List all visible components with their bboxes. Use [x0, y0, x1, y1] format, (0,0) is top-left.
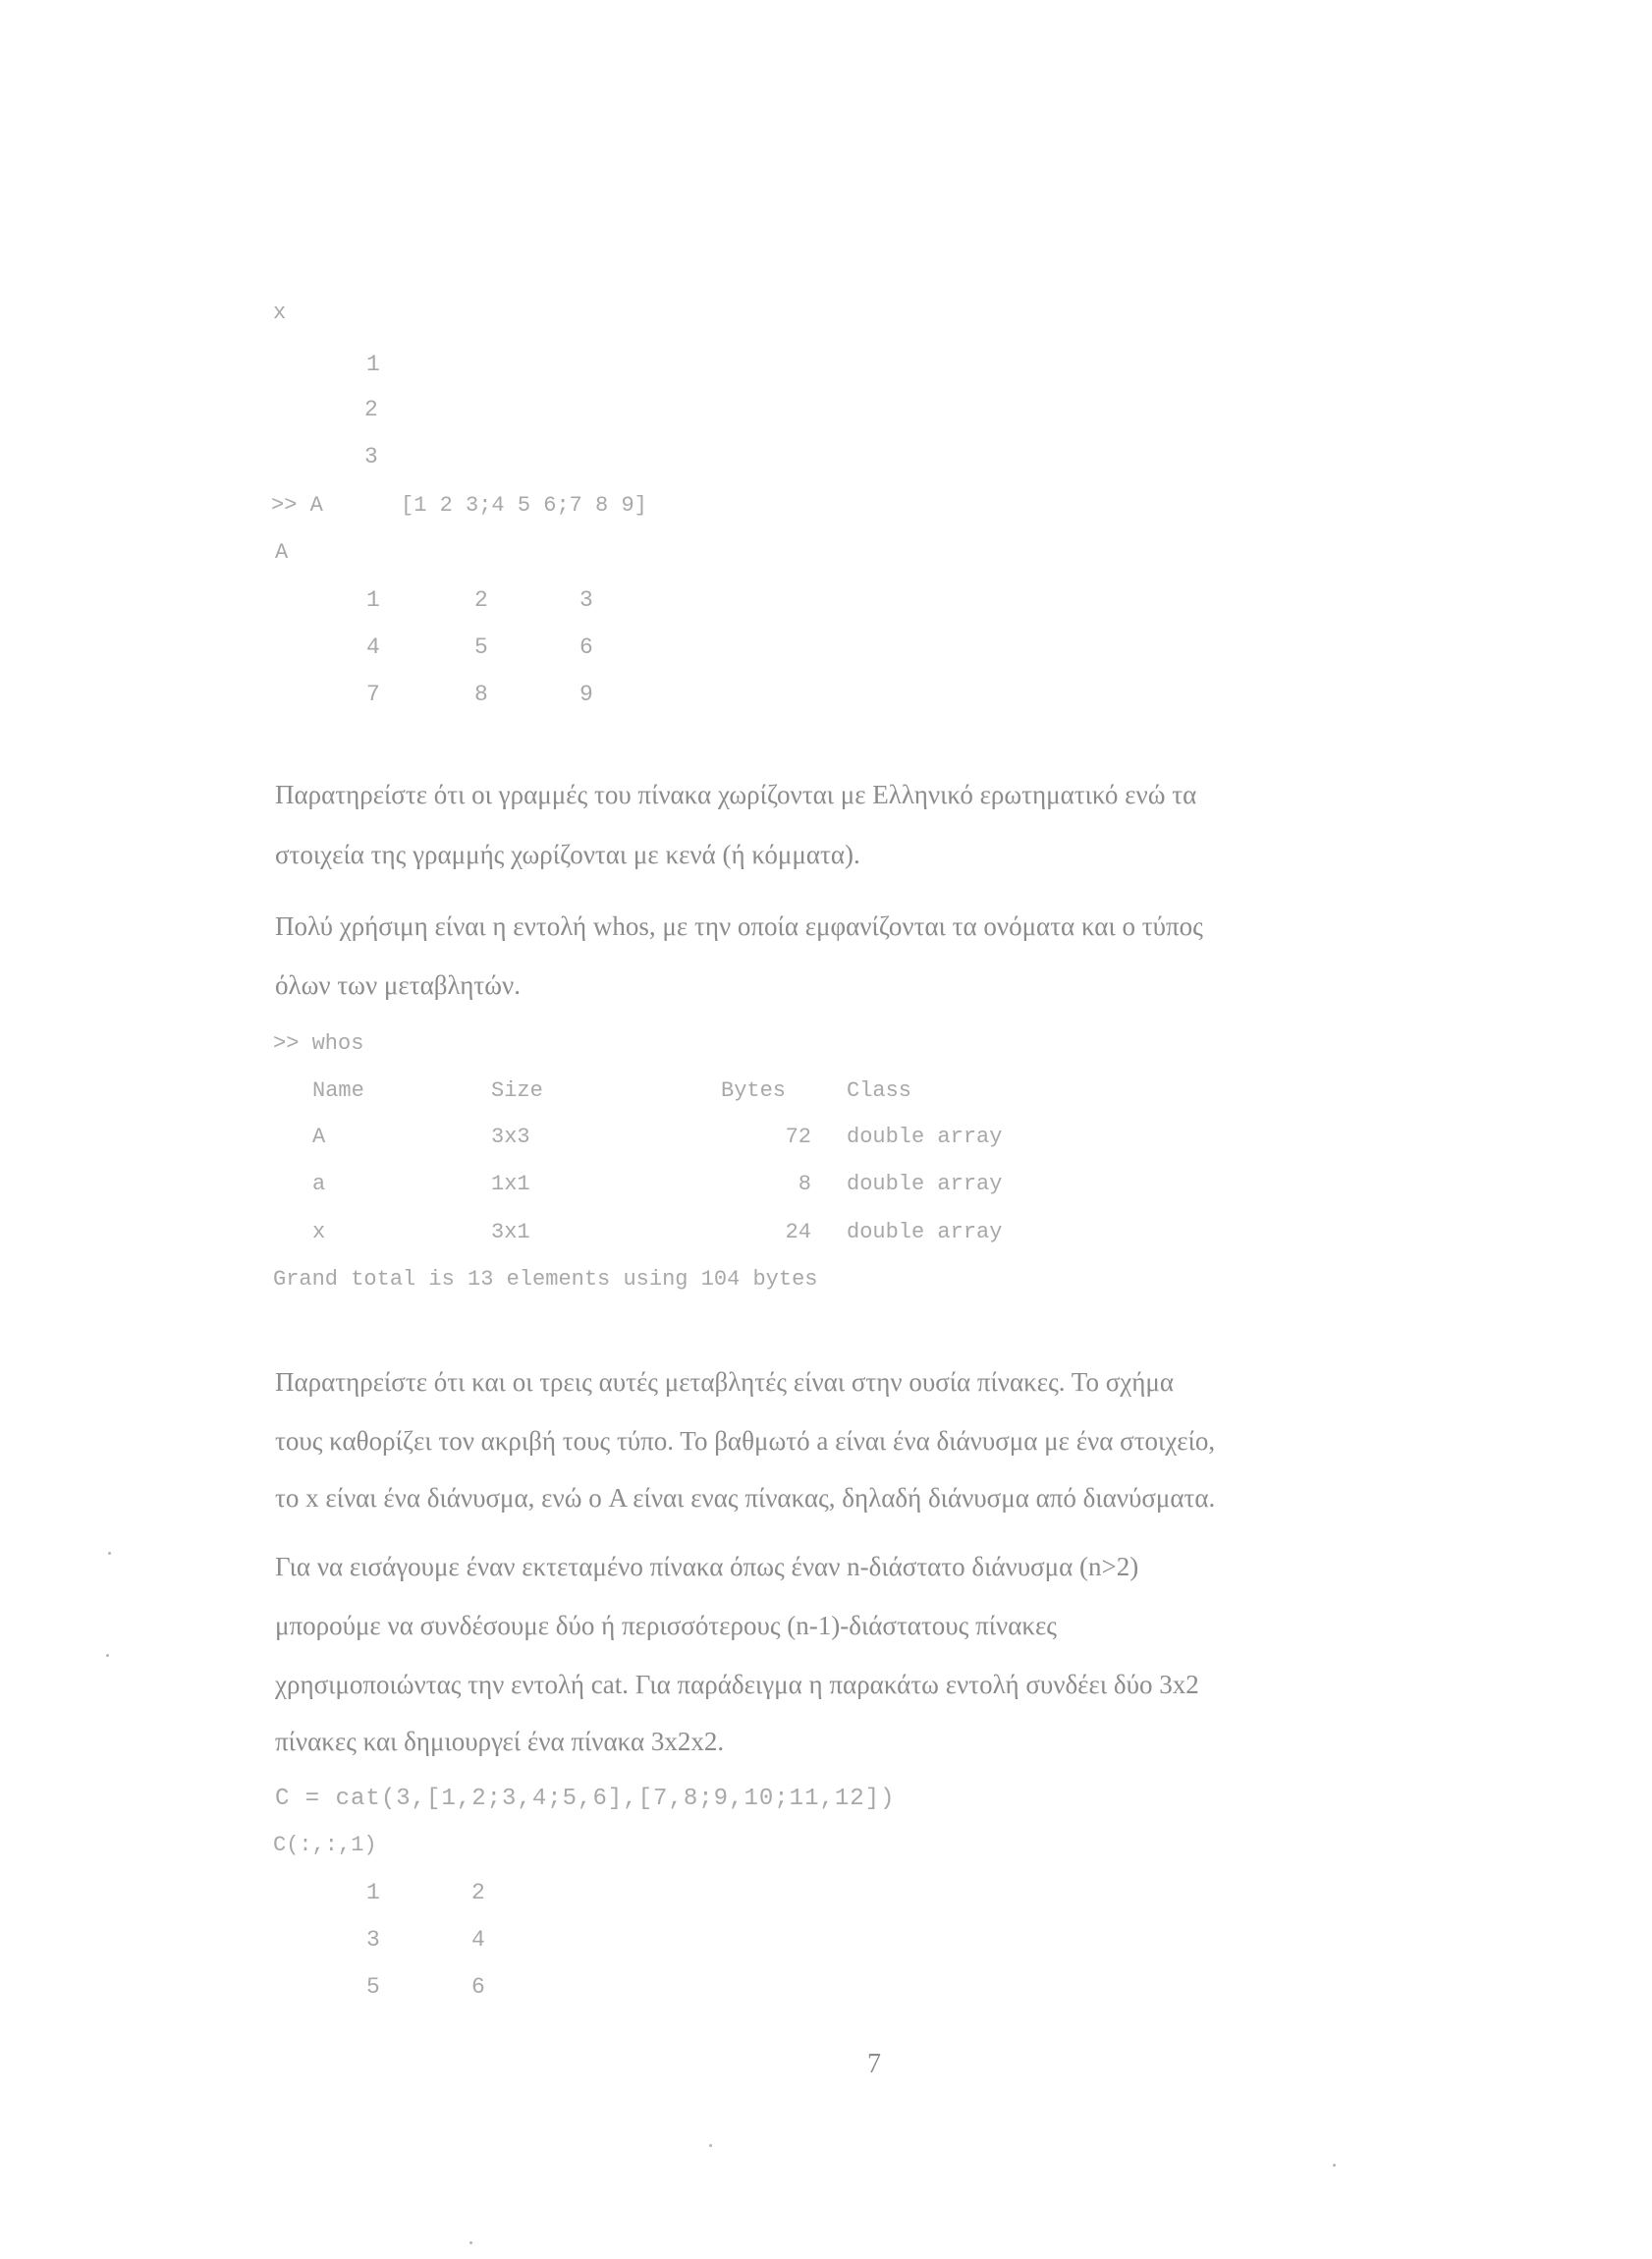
whos-row-bytes: 8	[798, 1172, 811, 1196]
x-value: 2	[364, 397, 378, 422]
whos-row-size: 3x1	[491, 1220, 530, 1244]
page-number: 7	[867, 2049, 881, 2079]
paragraph-4-line-4: πίνακες και δημιουργεί ένα πίνακα 3x2x2.	[275, 1727, 725, 1756]
matrix-a-cell: 6	[579, 634, 593, 660]
whos-row-size: 1x1	[491, 1172, 530, 1196]
matrix-c-cell: 3	[366, 1927, 380, 1953]
paragraph-1-line-2: στοιχεία της γραμμής χωρίζονται με κενά (ή κόμματα).	[275, 840, 860, 869]
whos-row-name: x	[312, 1220, 326, 1244]
whos-row-class: double array	[847, 1220, 1003, 1244]
whos-grand-total: Grand total is 13 elements using 104 bytes	[273, 1267, 818, 1292]
var-a-label: A	[275, 540, 289, 565]
var-x-label: x	[273, 301, 287, 325]
scan-speck	[1333, 2164, 1336, 2167]
matrix-c-cell: 1	[366, 1880, 380, 1905]
paragraph-2-line-1: Πολύ χρήσιμη είναι η εντολή whos, με την οποία εμφανίζονται τα ονόματα και ο τύπος	[275, 911, 1203, 941]
x-value: 1	[366, 352, 380, 377]
whos-header-bytes: Bytes	[721, 1078, 787, 1103]
whos-row-class: double array	[847, 1172, 1003, 1196]
matrix-c-cell: 2	[471, 1880, 485, 1905]
matrix-a-cell: 3	[579, 587, 593, 613]
matrix-a-cell: 9	[579, 682, 593, 707]
paragraph-1-line-1: Παρατηρείστε ότι οι γραμμές του πίνακα χωρίζονται με Ελληνικό ερωτηματικό ενώ τα	[275, 780, 1197, 809]
whos-row-name: A	[312, 1125, 326, 1149]
whos-header-name: Name	[312, 1078, 364, 1103]
matrix-a-cell: 7	[366, 682, 380, 707]
command-whos: >> whos	[273, 1031, 364, 1056]
whos-row-class: double array	[847, 1125, 1003, 1149]
whos-row-bytes: 24	[785, 1220, 811, 1244]
paragraph-2-line-2: όλων των μεταβλητών.	[275, 970, 522, 1000]
command-cat: C = cat(3,[1,2;3,4;5,6],[7,8;9,10;11,12])	[275, 1786, 896, 1812]
scan-speck	[108, 1552, 111, 1555]
matrix-a-cell: 5	[474, 634, 488, 660]
matrix-a-cell: 8	[474, 682, 488, 707]
whos-row-name: a	[312, 1172, 326, 1196]
scan-speck	[709, 2144, 712, 2147]
whos-header-size: Size	[491, 1078, 543, 1103]
matrix-c-cell: 5	[366, 1974, 380, 2000]
whos-header-class: Class	[847, 1078, 912, 1103]
matrix-a-cell: 4	[366, 634, 380, 660]
x-value: 3	[364, 444, 378, 469]
slice-label: C(:,:,1)	[273, 1833, 377, 1857]
whos-row-bytes: 72	[785, 1125, 811, 1149]
paragraph-4-line-3: χρησιμοποιώντας την εντολή cat. Για παράδειγμα η παρακάτω εντολή συνδέει δύο 3x2	[275, 1670, 1199, 1699]
matrix-c-cell: 4	[471, 1927, 485, 1953]
paragraph-4-line-2: μπορούμε να συνδέσουμε δύο ή περισσότερους (n-1)-διάστατους πίνακες	[275, 1611, 1057, 1640]
matrix-a-cell: 1	[366, 587, 380, 613]
paragraph-4-line-1: Για να εισάγουμε έναν εκτεταμένο πίνακα όπως έναν n-διάστατο διάνυσμα (n>2)	[275, 1552, 1139, 1581]
matrix-c-cell: 6	[471, 1974, 485, 2000]
paragraph-3-line-3: το x είναι ένα διάνυσμα, ενώ ο A είναι ενας πίνακας, δηλαδή διάνυσμα από διανύσματα.	[275, 1483, 1216, 1513]
scan-speck	[469, 2241, 472, 2244]
command-define-a: >> A [1 2 3;4 5 6;7 8 9]	[271, 493, 647, 518]
paragraph-3-line-2: τους καθορίζει τον ακριβή τους τύπο. Το βαθμωτό a είναι ένα διάνυσμα με ένα στοιχείο,	[275, 1426, 1216, 1456]
whos-row-size: 3x3	[491, 1125, 530, 1149]
matrix-a-cell: 2	[474, 587, 488, 613]
paragraph-3-line-1: Παρατηρείστε ότι και οι τρεις αυτές μεταβλητές είναι στην ουσία πίνακες. Το σχήμα	[275, 1367, 1174, 1397]
scan-speck	[106, 1654, 109, 1657]
